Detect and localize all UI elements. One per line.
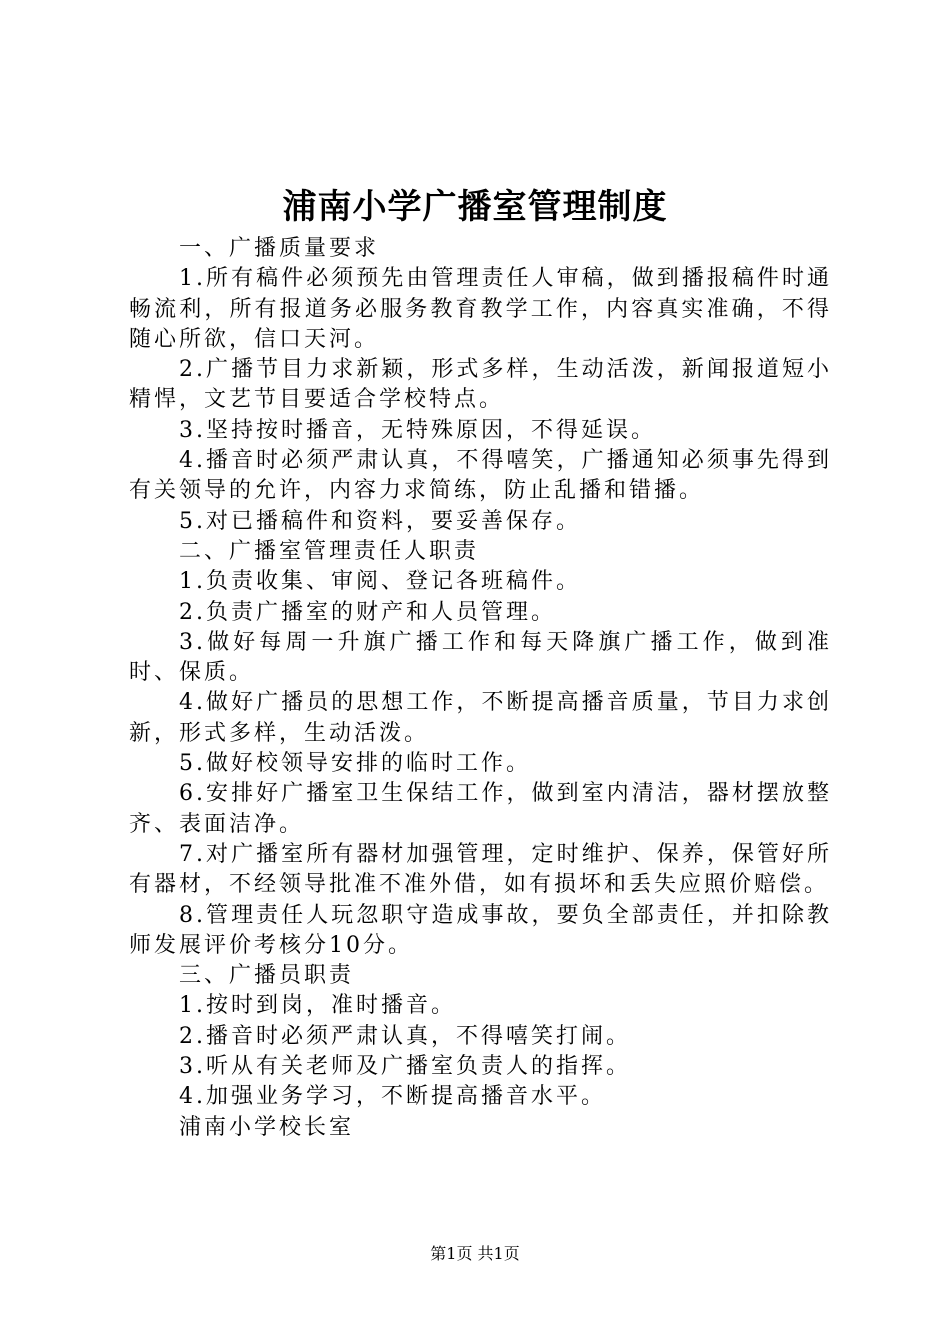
paragraph-quality-5: 5.对已播稿件和资料，要妥善保存。 [179,508,581,534]
document-title: 浦南小学广播室管理制度 [282,187,668,227]
paragraph-broadcaster-1: 1.按时到岗，准时播音。 [179,993,456,1019]
page-number-footer: 第1页 共1页 [430,1244,520,1263]
paragraph-quality-3: 3.坚持按时播音，无特殊原因，不得延误。 [179,417,656,443]
section-heading-manager: 二、广播室管理责任人职责 [179,538,480,564]
paragraph-manager-2: 2.负责广播室的财产和人员管理。 [179,599,556,625]
paragraph-manager-7: 7.对广播室所有器材加强管理，定时维护、保养，保管好所有器材，不经领导批准不准外借，如有损坏和丢失应照价赔偿。 [129,841,832,898]
signature-line: 浦南小学校长室 [179,1114,355,1140]
paragraph-manager-8: 8.管理责任人玩忽职守造成事故，要负全部责任，并扣除教师发展评价考核分10分。 [129,902,832,958]
paragraph-quality-1: 1.所有稿件必须预先由管理责任人审稿，做到播报稿件时通畅流利，所有报道务必服务教育教学工作，内容真实准确，不得随心所欲，信口天河。 [129,266,832,352]
paragraph-manager-6: 6.安排好广播室卫生保结工作，做到室内清洁，器材摆放整齐、表面洁净。 [129,781,832,837]
paragraph-manager-3: 3.做好每周一升旗广播工作和每天降旗广播工作，做到准时、保质。 [129,629,832,686]
paragraph-manager-4: 4.做好广播员的思想工作，不断提高播音质量，节目力求创新，形式多样，生动活泼。 [129,690,832,746]
paragraph-broadcaster-3: 3.听从有关老师及广播室负责人的指挥。 [179,1054,631,1080]
paragraph-quality-2: 2.广播节目力求新颖，形式多样，生动活泼，新闻报道短小精悍，文艺节目要适合学校特点。 [129,357,832,413]
section-heading-broadcaster: 三、广播员职责 [179,963,355,989]
paragraph-manager-5: 5.做好校领导安排的临时工作。 [179,751,531,777]
section-heading-quality: 一、广播质量要求 [179,236,380,261]
paragraph-quality-4: 4.播音时必须严肃认真，不得嘻笑，广播通知必须事先得到有关领导的允许，内容力求简练，防止乱播和错播。 [129,448,832,504]
paragraph-manager-1: 1.负责收集、审阅、登记各班稿件。 [179,569,581,595]
paragraph-broadcaster-4: 4.加强业务学习，不断提高播音水平。 [179,1084,606,1110]
paragraph-broadcaster-2: 2.播音时必须严肃认真，不得嘻笑打闹。 [179,1023,631,1049]
document-body [129,234,832,1143]
